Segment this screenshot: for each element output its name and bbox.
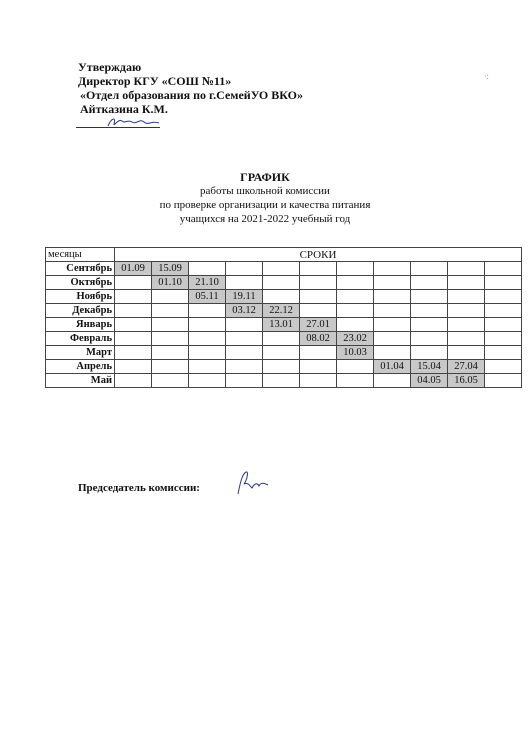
table-row [46,304,522,318]
date-cell: 22.12 [263,304,300,318]
date-cell [152,360,189,374]
approval-block [78,60,303,116]
date-cell: 16.05 [448,374,485,388]
date-cell [115,276,152,290]
table-header-row [46,248,522,262]
date-cell [411,318,448,332]
date-cell [226,374,263,388]
month-cell: Ноябрь [46,290,115,304]
date-cell [448,332,485,346]
date-cell [448,262,485,276]
approval-line: Айтказина К.М. [80,102,168,116]
date-cell [189,318,226,332]
date-cell [263,360,300,374]
date-cell [115,290,152,304]
date-cell: 21.10 [189,276,226,290]
date-cell [226,276,263,290]
date-cell [115,318,152,332]
date-cell [115,346,152,360]
schedule-table [45,247,522,388]
date-cell: 19.11 [226,290,263,304]
header-month: месяцы [46,248,115,262]
date-cell [189,304,226,318]
date-cell [337,360,374,374]
date-cell [485,360,522,374]
date-cell: 10.03 [337,346,374,360]
date-cell [374,346,411,360]
date-cell [374,374,411,388]
month-cell: Декабрь [46,304,115,318]
date-cell: 23.02 [337,332,374,346]
date-cell [115,374,152,388]
date-cell [263,276,300,290]
date-cell [226,318,263,332]
date-cell [411,262,448,276]
month-cell: Сентябрь [46,262,115,276]
date-cell [152,332,189,346]
date-cell [152,290,189,304]
date-cell [485,332,522,346]
date-cell [448,346,485,360]
approval-line: «Отдел образования по г.СемейУО ВКО» [80,88,303,102]
date-cell: 15.04 [411,360,448,374]
table-row [46,290,522,304]
date-cell [263,332,300,346]
date-cell [115,304,152,318]
date-cell [485,276,522,290]
approval-line: Утверждаю [78,60,142,74]
date-cell [485,304,522,318]
date-cell: 03.12 [226,304,263,318]
date-cell [189,262,226,276]
month-cell: Апрель [46,360,115,374]
date-cell: 04.05 [411,374,448,388]
date-cell: 27.01 [300,318,337,332]
date-cell: 13.01 [263,318,300,332]
date-cell [152,374,189,388]
date-cell: 27.04 [448,360,485,374]
table-row [46,262,522,276]
month-cell: Январь [46,318,115,332]
date-cell: 05.11 [189,290,226,304]
title-line: ГРАФИК [240,170,290,184]
date-cell [448,304,485,318]
date-cell [263,290,300,304]
date-cell [115,332,152,346]
date-cell [226,360,263,374]
date-cell [226,332,263,346]
signature-line [76,127,160,128]
document-title [0,170,530,226]
date-cell [300,374,337,388]
approval-line: Директор КГУ «СОШ №11» [78,74,232,88]
date-cell [226,262,263,276]
date-cell [152,318,189,332]
title-line: по проверке организации и качества питания [159,199,371,211]
date-cell [152,346,189,360]
date-cell [337,304,374,318]
date-cell [300,304,337,318]
date-cell [411,346,448,360]
date-cell [300,360,337,374]
date-cell [115,360,152,374]
date-cell [448,276,485,290]
table-row [46,332,522,346]
month-cell: Октябрь [46,276,115,290]
date-cell [448,290,485,304]
date-cell [485,318,522,332]
table-row [46,360,522,374]
date-cell [226,346,263,360]
date-cell [263,262,300,276]
date-cell: 01.04 [374,360,411,374]
date-cell [337,374,374,388]
date-cell [374,290,411,304]
month-cell: Февраль [46,332,115,346]
date-cell [300,262,337,276]
date-cell [189,332,226,346]
date-cell [337,290,374,304]
date-cell [411,290,448,304]
table-row [46,318,522,332]
table-row [46,346,522,360]
title-line: работы школьной комиссии [200,185,330,197]
table-row [46,276,522,290]
date-cell [263,374,300,388]
chair-label: Председатель комиссии: [78,482,200,494]
date-cell [411,304,448,318]
date-cell: 01.10 [152,276,189,290]
date-cell [300,346,337,360]
date-cell [189,374,226,388]
date-cell [152,304,189,318]
date-cell [411,332,448,346]
date-cell [374,304,411,318]
date-cell [374,262,411,276]
date-cell [300,276,337,290]
month-cell: Май [46,374,115,388]
date-cell: 15.09 [152,262,189,276]
chair-signature [232,468,272,498]
date-cell [485,262,522,276]
date-cell [448,318,485,332]
date-cell: 08.02 [300,332,337,346]
date-cell [485,374,522,388]
table-row [46,374,522,388]
month-cell: Март [46,346,115,360]
date-cell [374,332,411,346]
date-cell [374,318,411,332]
date-cell [189,360,226,374]
date-cell [485,346,522,360]
title-line: учащихся на 2021-2022 учебный год [179,213,351,225]
date-cell [337,262,374,276]
date-cell [337,318,374,332]
stray-mark: ·: [484,72,489,81]
date-cell [337,276,374,290]
date-cell [485,290,522,304]
header-terms: СРОКИ [115,248,522,262]
date-cell [374,276,411,290]
date-cell [411,276,448,290]
date-cell: 01.09 [115,262,152,276]
date-cell [300,290,337,304]
date-cell [189,346,226,360]
date-cell [263,346,300,360]
